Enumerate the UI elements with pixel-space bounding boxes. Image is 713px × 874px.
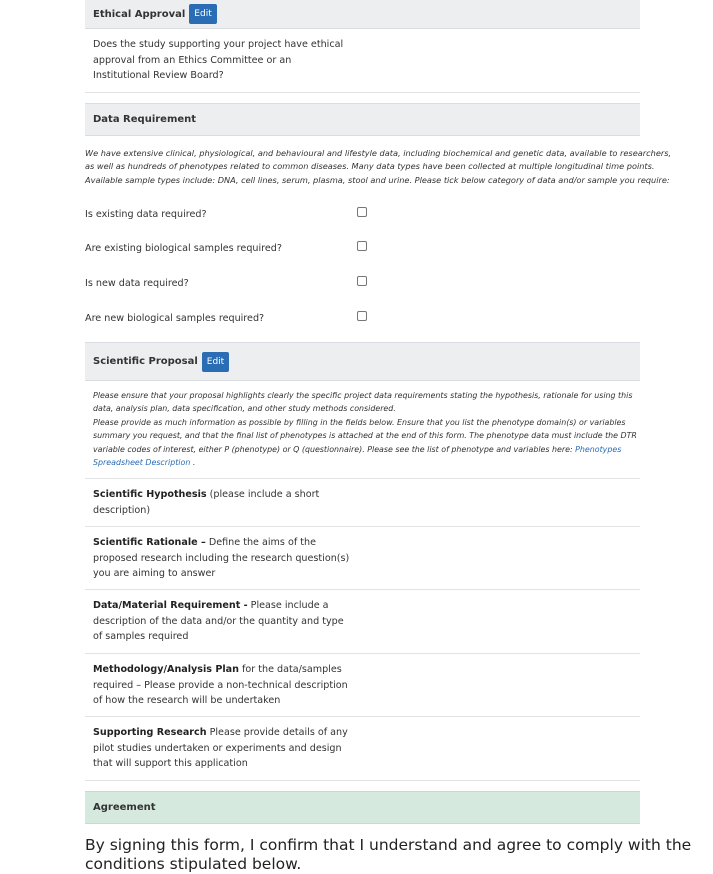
- field-title: Supporting Research: [93, 727, 207, 738]
- data-requirement-intro: [85, 147, 672, 187]
- new-data-row: [85, 274, 640, 294]
- supporting-research-row: [85, 717, 640, 781]
- field-line: [93, 598, 353, 614]
- existing-data-row: [85, 205, 640, 225]
- scientific-hypothesis-label: [93, 487, 353, 518]
- field-line: required – Please provide a non-technical description: [93, 679, 348, 691]
- field-text: (please include a short: [206, 489, 320, 500]
- scientific-proposal-edit-button[interactable]: Edit: [202, 352, 229, 372]
- link-tail: .: [190, 458, 196, 468]
- new-samples-label: Are new biological samples required?: [85, 313, 265, 324]
- field-text: for the data/samples: [238, 664, 342, 675]
- new-samples-checkbox[interactable]: [357, 311, 367, 321]
- field-title: Scientific Rationale –: [93, 537, 206, 548]
- intro-line: Available sample types include: DNA, cell lines, serum, plasma, stool and urine. Please tick below category of data and/or sample you require:: [85, 174, 670, 185]
- scientific-rationale-label: [93, 535, 353, 582]
- scientific-proposal-intro: [93, 389, 638, 469]
- ethical-question-line: Does the study supporting your project have ethical: [93, 39, 344, 50]
- field-title: Methodology/Analysis Plan: [93, 664, 239, 675]
- intro-line: as well as hundreds of phenotypes related to common diseases. Many data types have been collected at multiple longitudinal time points.: [85, 161, 655, 172]
- intro-line: [93, 443, 638, 456]
- field-line: [93, 725, 353, 741]
- scientific-proposal-title: Scientific Proposal: [93, 356, 198, 367]
- existing-samples-checkbox[interactable]: [357, 241, 367, 251]
- intro-line: data, analysis plan, data specification, and other study methods considered.: [93, 404, 396, 414]
- data-requirement-header: [85, 103, 640, 136]
- data-material-requirement-label: [93, 598, 353, 645]
- scientific-rationale-row: [85, 527, 640, 590]
- intro-line: Please provide as much information as possible by filling in the fields below. Ensure that you list the phenotype domain(s) or variables: [93, 417, 626, 427]
- intro-line-text: variable codes of interest, either P (phenotype) or Q (questionnaire). Please see the list of phenotype and variables here:: [93, 444, 573, 454]
- field-line: that will support this application: [93, 758, 248, 769]
- phenotypes-link[interactable]: Phenotypes: [575, 444, 622, 454]
- intro-line: Please ensure that your proposal highlights clearly the specific project data requirements stating the hypothesis, rationale for using this: [93, 391, 633, 400]
- field-line: description): [93, 504, 151, 516]
- spreadsheet-description-link[interactable]: Spreadsheet Description: [93, 458, 191, 468]
- field-text: Define the aims of the: [205, 537, 316, 548]
- ethical-question: [93, 37, 353, 84]
- intro-line: [93, 456, 638, 469]
- field-line: pilot studies undertaken or experiments and design: [93, 742, 342, 754]
- field-line: [93, 662, 353, 678]
- field-line: description of the data and/or the quantity and type: [93, 615, 344, 627]
- supporting-research-label: [93, 725, 353, 772]
- field-line: [93, 535, 353, 551]
- field-line: of samples required: [93, 631, 189, 642]
- existing-samples-label: Are existing biological samples required?: [85, 243, 282, 254]
- field-text: Please provide details of any: [206, 727, 348, 738]
- statement-line: By signing this form, I confirm that I understand and agree to comply with the: [85, 836, 692, 854]
- field-title: Scientific Hypothesis: [93, 489, 207, 500]
- ethical-approval-edit-button[interactable]: Edit: [189, 4, 216, 24]
- ethical-question-line: Institutional Review Board?: [93, 70, 224, 81]
- statement-line: conditions stipulated below.: [85, 855, 302, 873]
- field-line: you are aiming to answer: [93, 568, 216, 579]
- new-data-checkbox[interactable]: [357, 276, 367, 286]
- existing-data-label: Is existing data required?: [85, 209, 207, 220]
- scientific-hypothesis-row: [85, 479, 640, 527]
- field-text: Please include a: [247, 600, 329, 611]
- intro-line: summary you request, and that the final list of phenotypes is attached at the end of this form. The phenotype data must include the DTR: [93, 431, 637, 441]
- ethical-question-row: [85, 29, 640, 93]
- ethical-approval-header: [85, 0, 640, 29]
- field-line: [93, 487, 353, 503]
- new-data-label: Is new data required?: [85, 278, 189, 289]
- field-line: of how the research will be undertaken: [93, 695, 281, 706]
- existing-samples-row: [85, 239, 640, 259]
- new-samples-row: [85, 309, 640, 329]
- ethical-approval-title: Ethical Approval: [93, 8, 186, 20]
- field-line: proposed research including the research question(s): [93, 552, 350, 564]
- agreement-title: Agreement: [93, 802, 156, 813]
- scientific-proposal-header: [85, 342, 640, 381]
- agreement-statement: [85, 836, 692, 874]
- field-title: Data/Material Requirement -: [93, 600, 248, 611]
- agreement-header: [85, 791, 640, 824]
- intro-line: We have extensive clinical, physiological, and behavioural and lifestyle data, including biochemical and genetic data, available to researchers,: [85, 148, 672, 158]
- data-requirement-title: Data Requirement: [93, 114, 197, 125]
- methodology-analysis-plan-label: [93, 662, 353, 709]
- data-material-requirement-row: [85, 590, 640, 654]
- methodology-analysis-plan-row: [85, 654, 640, 717]
- ethical-question-line: approval from an Ethics Committee or an: [93, 54, 292, 66]
- scientific-proposal-intro-row: [85, 381, 640, 479]
- existing-data-checkbox[interactable]: [357, 207, 367, 217]
